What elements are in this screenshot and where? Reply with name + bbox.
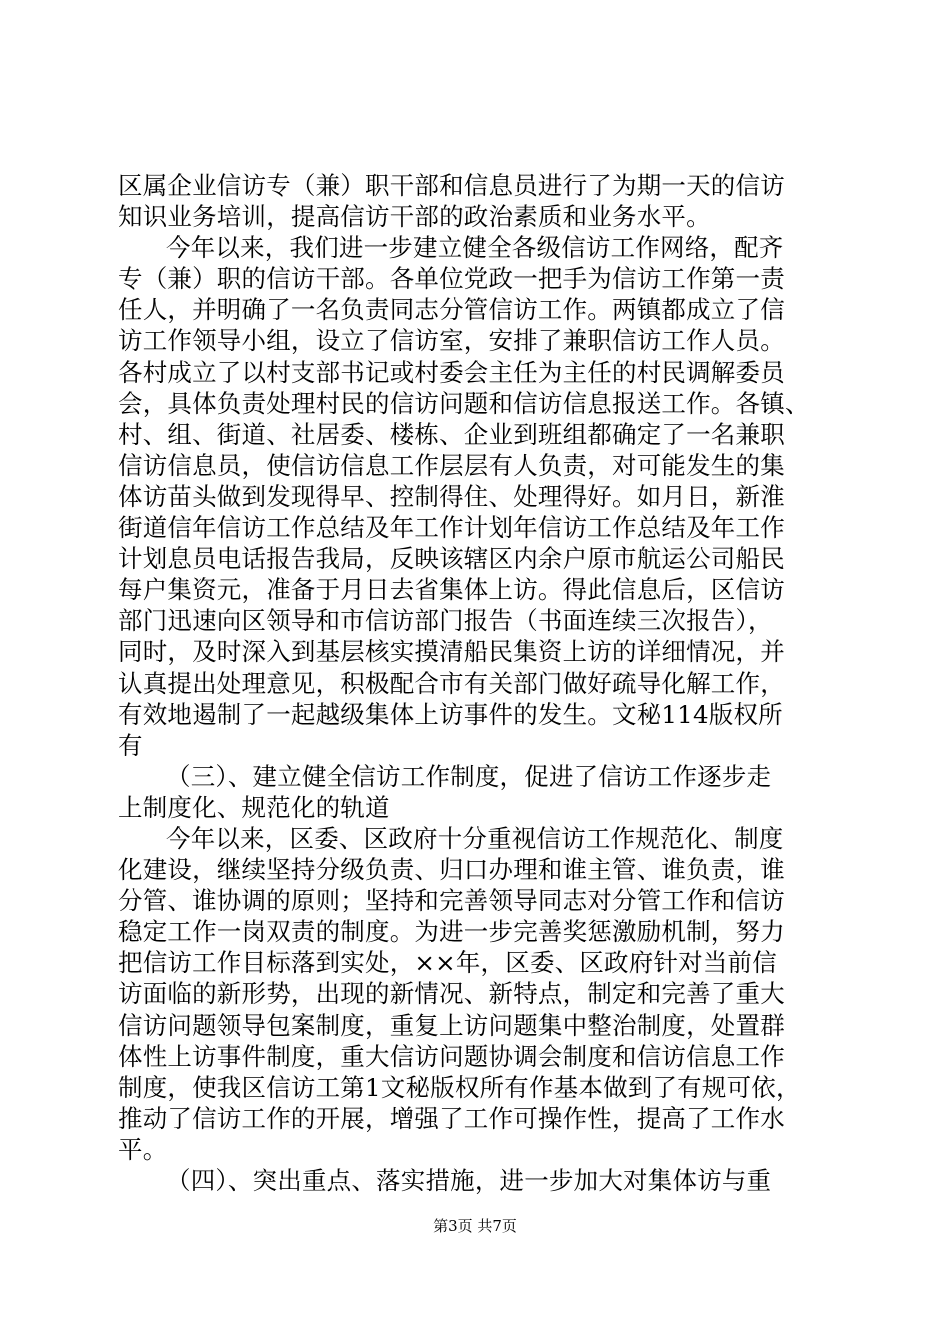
text-line: 街道信年信访工作总结及年工作计划年信访工作总结及年工作 [118,513,785,543]
text-line: 平。 [118,1134,168,1164]
text-line: 体性上访事件制度，重大信访问题协调会制度和信访信息工作 [118,1041,785,1071]
section-heading: （四）、突出重点、落实措施，进一步加大对集体访与重 [166,1166,772,1195]
text-line: 有 [118,730,143,760]
text-line: 今年以来，区委、区政府十分重视信访工作规范化、制度 [166,823,784,853]
text-line: 体访苗头做到发现得早、控制得住、处理得好。如月日，新淮 [118,481,785,511]
section-heading: 上制度化、规范化的轨道 [118,792,390,822]
text-line: 区属企业信访专（兼）职干部和信息员进行了为期一天的信访 [118,171,785,200]
text-line: 信访问题领导包案制度，重复上访问题集中整治制度，处置群 [118,1010,785,1040]
text-line: 有效地遏制了一起越级集体上访事件的发生。文秘114版权所 [118,699,783,729]
text-line: 制度，使我区信访工第1文秘版权所有作基本做到了有规可依， [118,1072,801,1102]
text-line: 今年以来，我们进一步建立健全各级信访工作网络，配齐 [166,233,784,263]
text-line: 各村成立了以村支部书记或村委会主任为主任的村民调解委员 [118,357,785,387]
text-line: 把信访工作目标落到实处，××年，区委、区政府针对当前信 [118,948,777,978]
text-line: 计划息员电话报告我局，反映该辖区内余户原市航运公司船民 [118,544,785,574]
text-line: 分管、谁协调的原则；坚持和完善领导同志对分管工作和信访 [118,886,785,916]
document-body [118,170,834,1196]
text-line: 认真提出处理意见，积极配合市有关部门做好疏导化解工作， [118,668,785,698]
text-line: 访工作领导小组，设立了信访室，安排了兼职信访工作人员。 [118,326,785,356]
text-line: 专（兼）职的信访干部。各单位党政一把手为信访工作第一责 [118,264,785,294]
section-heading: （三）、建立健全信访工作制度，促进了信访工作逐步走 [166,761,772,791]
text-line: 每户集资元，准备于月日去省集体上访。得此信息后，区信访 [118,575,785,605]
text-line: 同时，及时深入到基层核实摸清船民集资上访的详细情况，并 [118,637,785,667]
text-line: 稳定工作一岗双责的制度。为进一步完善奖惩激励机制，努力 [118,917,785,947]
text-line: 访面临的新形势，出现的新情况、新特点，制定和完善了重大 [118,979,785,1009]
text-line: 任人，并明确了一名负责同志分管信访工作。两镇都成立了信 [118,295,785,325]
text-line: 村、组、街道、社居委、楼栋、企业到班组都确定了一名兼职 [118,419,785,449]
text-line: 推动了信访工作的开展，增强了工作可操作性，提高了工作水 [118,1103,785,1133]
text-line: 化建设，继续坚持分级负责、归口办理和谁主管、谁负责，谁 [118,855,785,885]
text-line: 部门迅速向区领导和市信访部门报告（书面连续三次报告）， [118,606,773,636]
text-line: 信访信息员，使信访信息工作层层有人负责，对可能发生的集 [118,450,785,480]
text-line: 会，具体负责处理村民的信访问题和信访信息报送工作。各镇、 [118,388,810,418]
text-line: 知识业务培训，提高信访干部的政治素质和业务水平。 [118,202,711,232]
page-number-footer: 第3页 共7页 [433,1217,517,1235]
